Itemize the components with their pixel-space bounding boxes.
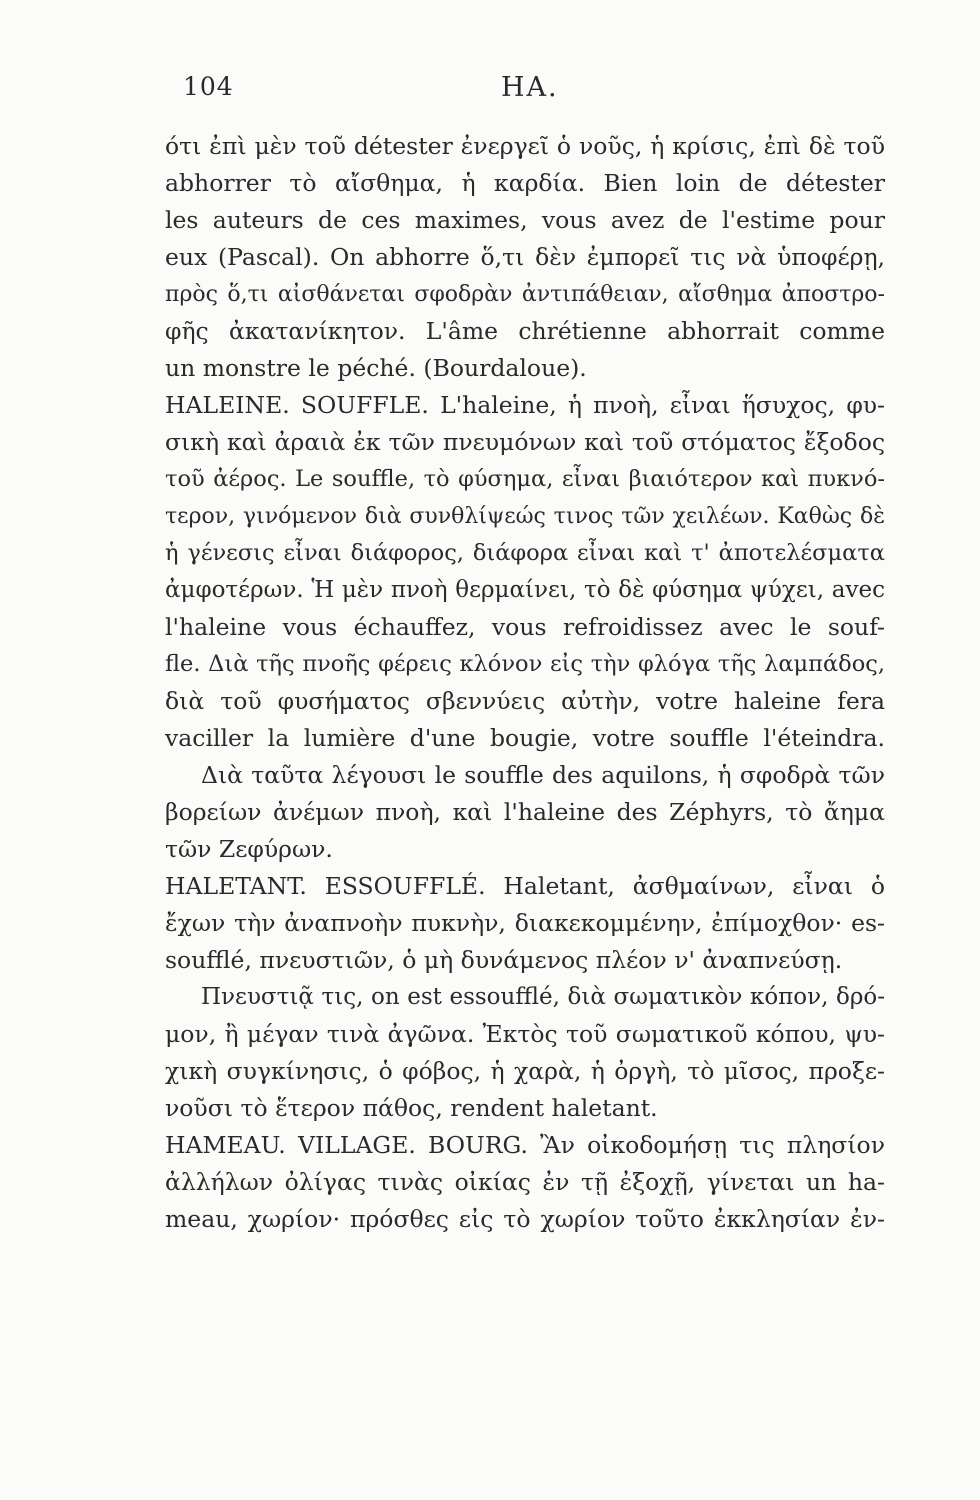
text-line: abhorrer τὸ αἴσθημα, ἡ καρδία. Bien loin de détester [165,169,885,197]
text-line: ἀλλήλων ὀλίγας τινὰς οἰκίας ἐν τῇ ἐξοχῇ, γίνεται un ha- [165,1168,885,1196]
text-line: vaciller la lumière d'une bougie, votre souffle l'éteindra. [165,724,885,752]
text-line: τῶν Ζεφύρων. [165,835,333,863]
text-line: soufflé, πνευστιῶν, ὁ μὴ δυνάμενος πλέον ν' ἀναπνεύσῃ. [165,946,843,974]
entry-heading-line: HAMEAU. VILLAGE. BOURG. Ἂν οἰκοδομήσῃ τις πλησίον [165,1131,885,1159]
text-line: τερον, γινόμενον διὰ συνθλίψεώς τινος τῶν χειλέων. Καθὼς δὲ [165,504,885,529]
text-line: Πνευστιᾷ τις, on est essoufflé, διὰ σωματικὸν κόπον, δρό- [201,984,885,1010]
text-line: διὰ τοῦ φυσήματος σβεννύεις αὐτὴν, votre haleine fera [165,687,885,715]
running-head: HA. [501,72,559,103]
entry-heading-line: HALEINE. SOUFFLE. L'haleine, ἡ πνοὴ, εἶναι ἥσυχος, φυ- [165,391,885,419]
text-line: τοῦ ἀέρος. Le souffle, τὸ φύσημα, εἶναι βιαιότερον καὶ πυκνό- [165,466,885,492]
text-line: l'haleine vous échauffez, vous refroidissez avec le souf- [165,613,885,641]
text-line: un monstre le péché. (Bourdaloue). [165,354,587,382]
page-header [165,72,880,112]
text-line: ἔχων τὴν ἀναπνοὴν πυκνὴν, διακεκομμένην, ἐπίμοχθον· es- [165,909,885,937]
text-line: πρὸς ὅ,τι αἰσθάνεται σφοδρὰν ἀντιπάθειαν, αἴσθημα ἀποστρο- [165,282,885,307]
text-line: Διὰ ταῦτα λέγουσι le souffle des aquilons, ἡ σφοδρὰ τῶν [201,761,885,789]
text-line: ἡ γένεσις εἶναι διάφορος, διάφορα εἶναι καὶ τ' ἀποτελέσματα [165,540,885,566]
text-line: φῆς ἀκατανίκητον. L'âme chrétienne abhorrait comme [165,317,885,345]
page-number: 104 [183,72,234,101]
text-line: fle. Διὰ τῆς πνοῆς φέρεις κλόνον εἰς τὴν φλόγα τῆς λαμπάδος, [165,651,885,677]
text-line: σικὴ καὶ ἀραιὰ ἐκ τῶν πνευμόνων καὶ τοῦ στόματος ἔξοδος [165,428,885,456]
text-line: meau, χωρίον· πρόσθες εἰς τὸ χωρίον τοῦτο ἐκκλησίαν ἐν- [165,1205,885,1233]
text-line: μον, ἢ μέγαν τινὰ ἀγῶνα. Ἐκτὸς τοῦ σωματικοῦ κόπου, ψυ- [165,1020,885,1048]
text-line: ἀμφοτέρων. Ἡ μὲν πνοὴ θερμαίνει, τὸ δὲ φύσημα ψύχει, avec [165,577,885,603]
text-line: βορείων ἀνέμων πνοὴ, καὶ l'haleine des Zéphyrs, τὸ ἄημα [165,798,885,826]
text-line: χικὴ συγκίνησις, ὁ φόβος, ἡ χαρὰ, ἡ ὀργὴ, τὸ μῖσος, προξε- [165,1057,885,1085]
entry-heading-line: HALETANT. ESSOUFFLÉ. Haletant, ἀσθμαίνων, εἶναι ὁ [165,872,885,900]
text-line: eux (Pascal). On abhorre ὅ,τι δὲν ἐμπορεῖ τις νὰ ὑποφέρῃ, [165,243,885,271]
body-text [165,128,885,1238]
text-line: ότι ἐπὶ μὲν τοῦ détester ἐνεργεῖ ὁ νοῦς, ἡ κρίσις, ἐπὶ δὲ τοῦ [165,132,885,160]
text-line: νοῦσι τὸ ἕτερον πάθος, rendent haletant. [165,1094,658,1122]
text-line: les auteurs de ces maximes, vous avez de l'estime pour [165,206,885,234]
